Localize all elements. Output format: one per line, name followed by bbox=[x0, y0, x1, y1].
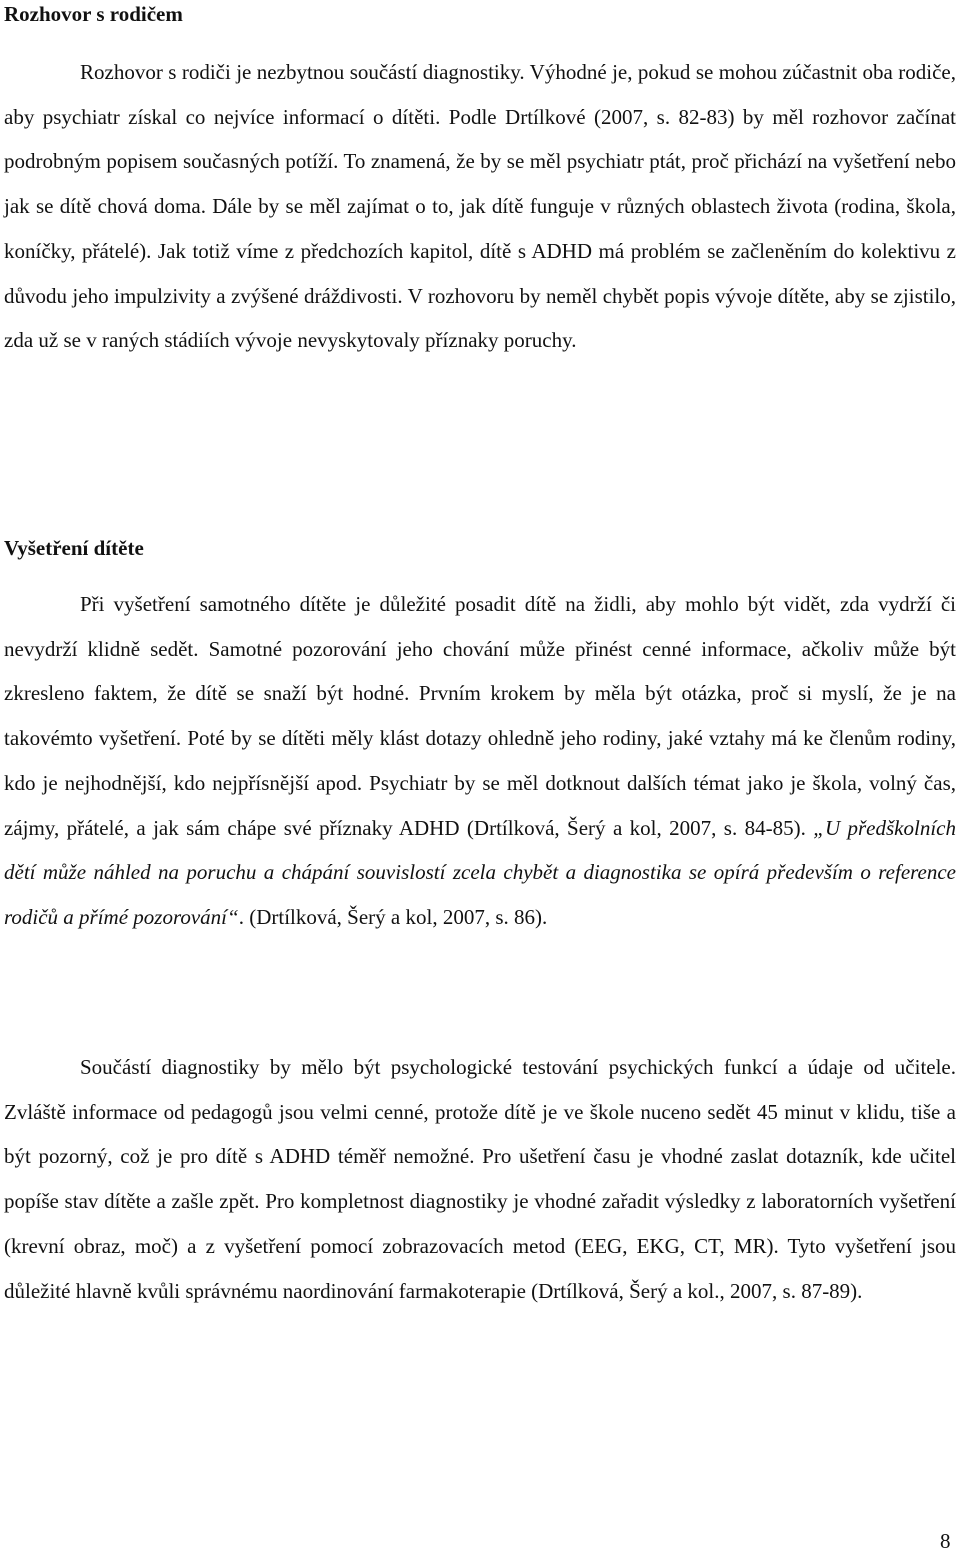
paragraph-vysetreni-ditete bbox=[4, 582, 956, 940]
paragraph-rozhovor: Rozhovor s rodiči je nezbytnou součástí diagnostiky. Výhodné je, pokud se mohou zúčastnit oba rodiče, aby psychiatr získal co nejvíce informací o dítěti. Podle Drtílkové (2007, s. 82-83) by měl rozhovor začínat podrobným popisem současných potíží. To znamená, že by se měl psychiatr ptát, proč přichází na vyšetření nebo jak se dítě chová doma. Dále by se měl zajímat o to, jak dítě funguje v různých oblastech života (rodina, škola, koníčky, přátelé). Jak totiž víme z předchozích kapitol, dítě s ADHD má problém se začleněním do kolektivu z důvodu jeho impulzivity a zvýšené dráždivosti. V rozhovoru by neměl chybět popis vývoje dítěte, aby se zjistilo, zda už se v raných stádiích vývoje nevyskytovaly příznaky poruchy. bbox=[4, 60, 956, 353]
italic-quote: „U předškolních dětí může náhled na poruchu a chápání souvislostí zcela chybět a diagnostika se opírá především o reference rodičů a přímé pozorování“ bbox=[4, 815, 956, 929]
paragraph-citation: . (Drtílková, Šerý a kol, 2007, s. 86). bbox=[238, 904, 548, 929]
paragraph-soucasti-diagnostiky: Součástí diagnostiky by mělo být psychologické testování psychických funkcí a údaje od učitele. Zvláště informace od pedagogů jsou velmi cenné, protože dítě je ve škole nuceno sedět 45 minut v klidu, tiše a být pozorný, což je pro dítě s ADHD téměř nemožné. Pro ušetření času je vhodné zaslat dotazník, kde učitel popíše stav dítěte a zašle zpět. Pro kompletnost diagnostiky je vhodné zařadit výsledky z laboratorních vyšetření (krevní obraz, moč) a z vyšetření pomocí zobrazovacích metod (EEG, EKG, CT, MR). Tyto vyšetření jsou důležité hlavně kvůli správnému naordinování farmakoterapie (Drtílková, Šerý a kol., 2007, s. 87-89). bbox=[4, 1055, 956, 1303]
page-number: 8 bbox=[940, 1529, 951, 1553]
paragraph-text: Při vyšetření samotného dítěte je důležité posadit dítě na židli, aby mohlo být vidět, zda vydrží či nevydrží klidně sedět. Samotné pozorování jeho chování může přinést cenné informace, ačkoliv může být zkresleno faktem, že dítě se snaží být hodné. Prvním krokem by měla být otázka, proč si myslí, že je na takovémto vyšetření. Poté by se dítěti měly klást dotazy ohledně jeho rodiny, jaké vztahy má ke členům rodiny, kdo je nejhodnější, kdo nejpřísnější apod. Psychiatr by se měl dotknout dalších témat jako je škola, volný čas, zájmy, přátelé, a jak sám chápe své příznaky ADHD (Drtílková, Šerý a kol, 2007, s. 84-85). bbox=[4, 592, 956, 840]
section-heading-vysetreni: Vyšetření dítěte bbox=[4, 536, 144, 560]
section-heading-rozhovor: Rozhovor s rodičem bbox=[4, 2, 183, 26]
